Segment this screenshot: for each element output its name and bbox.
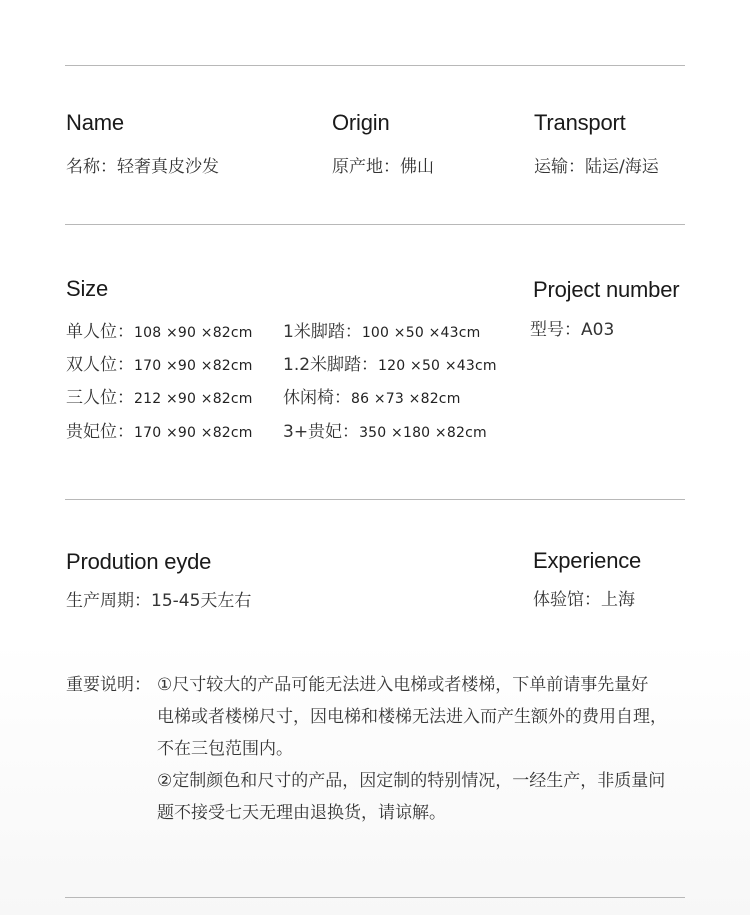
size-dims: 350 ×180 ×82cm (359, 425, 487, 441)
notes-line: 不在三包范围内。 (157, 739, 293, 759)
size-dims: 86 ×73 ×82cm (351, 391, 461, 407)
size-row-triple (66, 386, 253, 411)
size-label: 1.2米脚踏： (283, 355, 379, 375)
size-dims: 212 ×90 ×82cm (134, 391, 253, 407)
experience-value: 体验馆：上海 (533, 590, 635, 610)
transport-heading: Transport (534, 110, 626, 135)
size-label: 单人位： (66, 322, 134, 342)
size-row-chaise (66, 420, 253, 445)
production-value: 生产周期：15-45天左右 (66, 591, 252, 611)
experience-heading: Experience (533, 548, 642, 573)
size-label: 贵妃位： (66, 422, 134, 442)
divider-after-size (65, 499, 685, 500)
size-dims: 120 ×50 ×43cm (378, 358, 497, 374)
notes-line: 题不接受七天无理由退换货，请谅解。 (157, 803, 446, 823)
size-row-double (66, 353, 253, 378)
size-dims: 100 ×50 ×43cm (361, 325, 481, 341)
production-heading: Prodution eyde (66, 549, 212, 574)
size-dims: 108 ×90 ×82cm (134, 325, 253, 341)
origin-heading: Origin (332, 110, 390, 135)
size-row-3-plus-chaise (283, 420, 487, 445)
size-row-single (66, 320, 253, 345)
size-label: 三人位： (66, 388, 134, 408)
size-label: 双人位： (66, 355, 134, 375)
size-label: 休闲椅： (283, 388, 351, 408)
notes-line: ②定制颜色和尺寸的产品，因定制的特别情况，一经生产，非质量问 (157, 771, 666, 791)
divider-bottom (65, 897, 685, 898)
name-heading: Name (66, 110, 124, 135)
size-dims: 170 ×90 ×82cm (134, 358, 253, 374)
size-row-ottoman-1-2m (283, 353, 497, 378)
transport-value: 运输：陆运/海运 (534, 157, 659, 177)
name-value: 名称：轻奢真皮沙发 (66, 157, 219, 177)
notes-label: 重要说明： (66, 675, 151, 695)
size-row-ottoman-1m (283, 320, 480, 345)
notes-line: ①尺寸较大的产品可能无法进入电梯或者楼梯，下单前请事先量好 (157, 675, 649, 695)
notes-line: 电梯或者楼梯尺寸，因电梯和楼梯无法进入而产生额外的费用自理， (157, 707, 667, 727)
origin-value: 原产地：佛山 (332, 157, 434, 177)
size-label: 3+贵妃： (283, 422, 360, 442)
size-dims: 170 ×90 ×82cm (134, 425, 253, 441)
divider-top (65, 65, 685, 66)
size-row-lounge-chair (283, 386, 461, 411)
project-value: 型号：A03 (530, 320, 615, 340)
project-heading: Project number (533, 277, 680, 302)
divider-after-info (65, 224, 685, 225)
size-heading: Size (66, 276, 108, 301)
size-label: 1米脚踏： (283, 322, 362, 342)
